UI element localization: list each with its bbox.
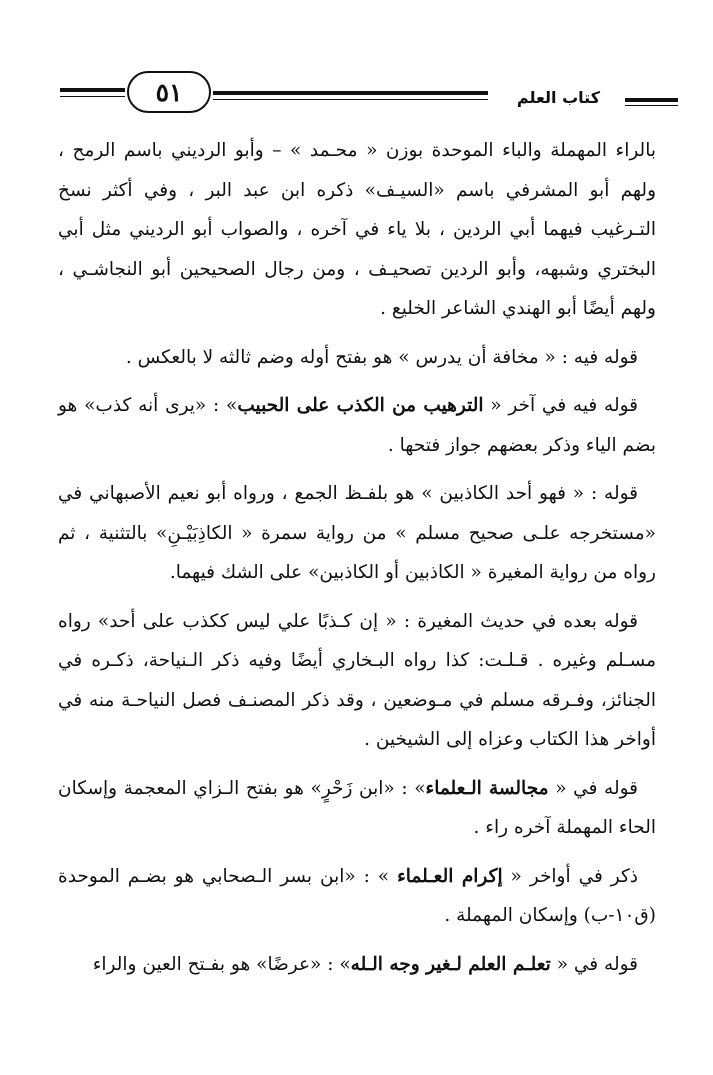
page-body [58,131,656,984]
cited-chapter-title: الترهيب من الكذب على الحبيب [237,395,484,416]
paragraph [58,857,656,936]
paragraph-text: » : «عرضًا» هو بفـتح العين والراء [92,953,351,975]
paragraph [58,945,656,985]
paragraph-text: قوله فيه : « مخافة أن يدرس » هو بفتح أوله وضم ثالثه لا بالعكس . [125,346,638,368]
paragraph-text: » : «ابن بسر الـصحابي هو بضـم الموحدة (ق١٠-ب) وإسكان المهملة . [58,865,656,926]
page-number: ٥١ [127,71,211,113]
paragraph [58,338,656,378]
header-rule-left-outer [60,88,125,92]
cited-chapter-title: تعلـم العلم لـغير وجه الـله [350,953,551,975]
paragraph-text: ذكر في أواخر « [502,865,639,887]
paragraph-text: » : «ابن زَحْرٍ» هو بفتح الـزاي المعجمة وإسكان الحاء المهملة آخره راء . [58,777,656,838]
paragraph [58,131,656,329]
paragraph-text: قوله في « [548,777,638,799]
header-rule-left-inner [60,96,125,97]
paragraph-text: قوله فيه في آخر « [483,395,639,416]
cited-chapter-title: إكرام العـلماء [397,865,503,887]
paragraph-text: قوله بعده في حديث المغيرة : « إن كـذبًا علي ليس ككذب على أحد» رواه مسـلم وغيره . قـلـت: كذا رواه البـخاري أيضًا وفيه ذكر الـنياحة، ذكـره في الجنائز، وفـرقه مسلم في مـوضعين ، وقد ذكر المصنـف فصل النياحـة منه في أواخر هذا الكتاب وعزاه إلى الشيخين . [58,610,656,750]
paragraph-text: » : «يرى أنه كذب» هو بضم الياء وذكر بعضهم جواز فتحها . [58,395,656,456]
cited-chapter-title: مجالسة الـعلماء [425,777,549,799]
paragraph-text: قوله : « فهو أحد الكاذبين » هو بلفـظ الجمع ، ورواه أبو نعيم الأصبهاني في «مستخرجه علـى صحيح مسلم » من رواية سمرة « الكاذِبَيْـنِ» بالتثنية ، ثم رواه من رواية المغيرة « الكاذبين أو الكاذبين» على الشك فيهما. [58,483,656,583]
paragraph-text: بالراء المهملة والباء الموحدة بوزن « محـمد » – وأبو الرديني باسم الرمح ، ولهم أبو المشرفي باسم «السيـف» ذكره ابن عبد البر ، وفي أكثر نسخ التـرغيب فيهما أبي الردين ، بلا ياء في آخره ، والصواب أبو الرديني مثل أبي البختري وشبهه، وأبو الردين تصحيـف ، ومن رجال الصحيحين أبو النجاشـي ، ولهم أيضًا أبو الهندي الشاعر الخليع . [58,140,656,319]
header-rule-middle-inner [213,99,488,100]
page-header [0,0,713,125]
running-title: كتاب العلم [516,88,600,107]
header-rule-middle-outer [213,91,488,95]
header-rule-right-inner [625,105,678,106]
paragraph [58,602,656,760]
header-rule-right-outer [625,98,678,102]
paragraph [58,474,656,593]
paragraph [58,386,656,465]
paragraph [58,769,656,848]
paragraph-text: قوله في « [550,953,638,975]
